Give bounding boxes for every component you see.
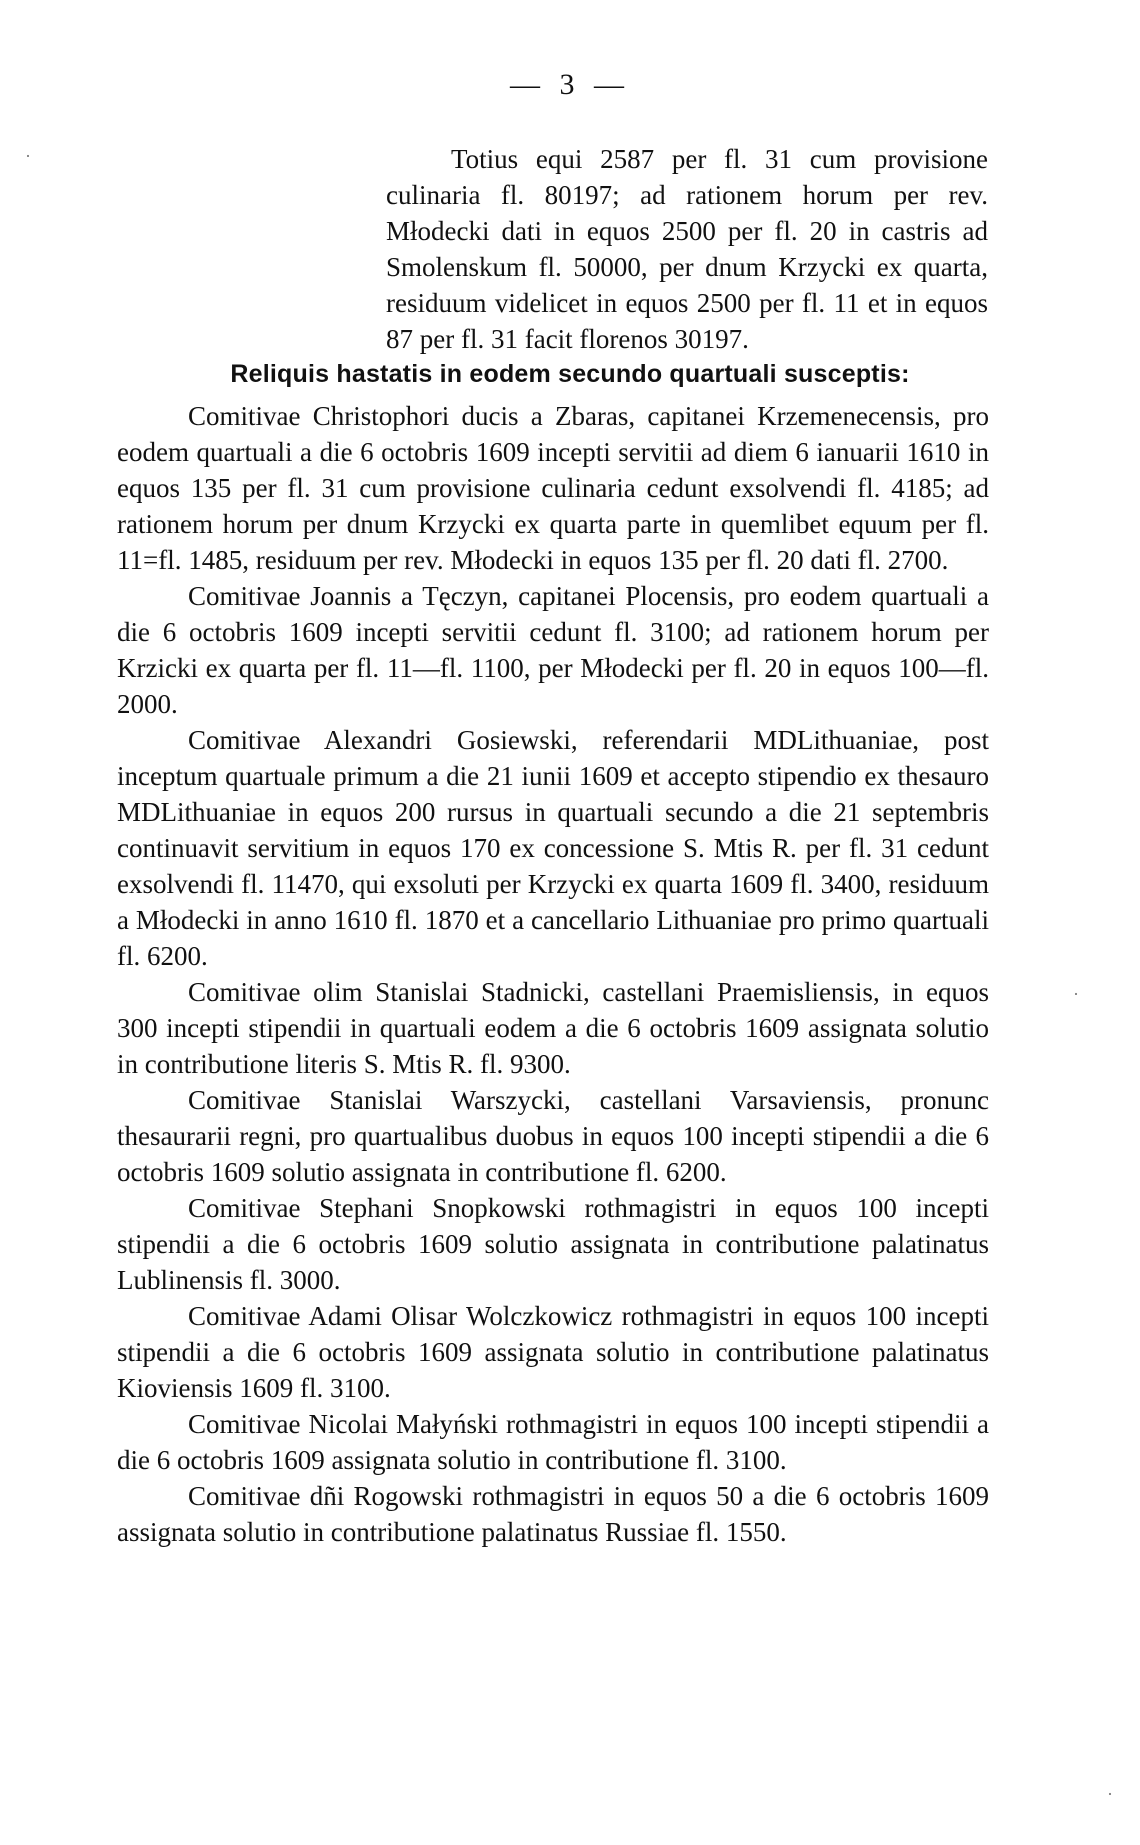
scan-speck: · [25, 146, 31, 166]
entry-paragraph: Comitivae Nicolai Małyński rothmagistri in equos 100 incepti stipendii a die 6 octobris 1609 assignata solutio in contributione fl. 3100. [117, 1409, 989, 1475]
entry-paragraph: Comitivae Christophori ducis a Zbaras, capitanei Krzemenecensis, pro eodem quartuali a die 6 octobris 1609 incepti servitii ad diem 6 ianuarii 1610 in equos 135 per fl. 31 cum provisione culinaria cedunt exsolvendi fl. 4185; ad rationem horum per dnum Krzycki ex quarta parte in quemlibet equum per fl. 11=fl. 1485, residuum per rev. Młodecki in equos 135 per fl. 20 dati fl. 2700. [117, 401, 989, 575]
entry-paragraph: Comitivae olim Stanislai Stadnicki, castellani Praemisliensis, in equos 300 incepti stipendii in quartuali eodem a die 6 octobris 1609 assignata solutio in contributione literis S. Mtis R. fl. 9300. [117, 977, 989, 1079]
entry-paragraph: Comitivae Joannis a Tęczyn, capitanei Plocensis, pro eodem quartuali a die 6 octobris 1609 incepti servitii cedunt fl. 3100; ad rationem horum per Krzicki ex quarta per fl. 11—fl. 1100, per Młodecki per fl. 20 in equos 100—fl. 2000. [117, 581, 989, 719]
entry-paragraph: Comitivae Alexandri Gosiewski, referendarii MDLithuaniae, post inceptum quartuale primum a die 21 iunii 1609 et accepto stipendio ex thesauro MDLithuaniae in equos 200 rursus in quartuali secundo a die 21 septembris continuavit servitium in equos 170 ex concessione S. Mtis R. per fl. 31 cedunt exsolvendi fl. 11470, qui exsoluti per Krzycki ex quarta 1609 fl. 3400, residuum a Młodecki in anno 1610 fl. 1870 et a cancellario Lithuaniae pro primo quartuali fl. 6200. [117, 725, 989, 971]
section-heading: Reliquis hastatis in eodem secundo quartuali susceptis: [230, 360, 910, 388]
scan-speck: · [1073, 984, 1079, 1004]
entries-list [117, 398, 989, 1550]
intro-paragraph-block [386, 141, 988, 357]
entry-paragraph: Comitivae Adami Olisar Wolczkowicz rothmagistri in equos 100 incepti stipendii a die 6 octobris 1609 assignata solutio in contributione palatinatus Kioviensis 1609 fl. 3100. [117, 1301, 989, 1403]
page-number: — 3 — [510, 68, 630, 101]
scan-speck: · [1107, 1784, 1113, 1804]
entry-paragraph: Comitivae dñi Rogowski rothmagistri in equos 50 a die 6 octobris 1609 assignata solutio in contributione palatinatus Russiae fl. 1550. [117, 1481, 989, 1547]
intro-paragraph: Totius equi 2587 per fl. 31 cum provisione culinaria fl. 80197; ad rationem horum per rev. Młodecki dati in equos 2500 per fl. 20 in castris ad Smolenskum fl. 50000, per dnum Krzycki ex quarta, residuum videlicet in equos 2500 per fl. 11 et in equos 87 per fl. 31 facit florenos 30197. [386, 144, 988, 354]
entry-paragraph: Comitivae Stephani Snopkowski rothmagistri in equos 100 incepti stipendii a die 6 octobris 1609 solutio assignata in contributione palatinatus Lublinensis fl. 3000. [117, 1193, 989, 1295]
entry-paragraph: Comitivae Stanislai Warszycki, castellani Varsaviensis, pronunc thesaurarii regni, pro quartualibus duobus in equos 100 incepti stipendii a die 6 octobris 1609 solutio assignata in contributione fl. 6200. [117, 1085, 989, 1187]
